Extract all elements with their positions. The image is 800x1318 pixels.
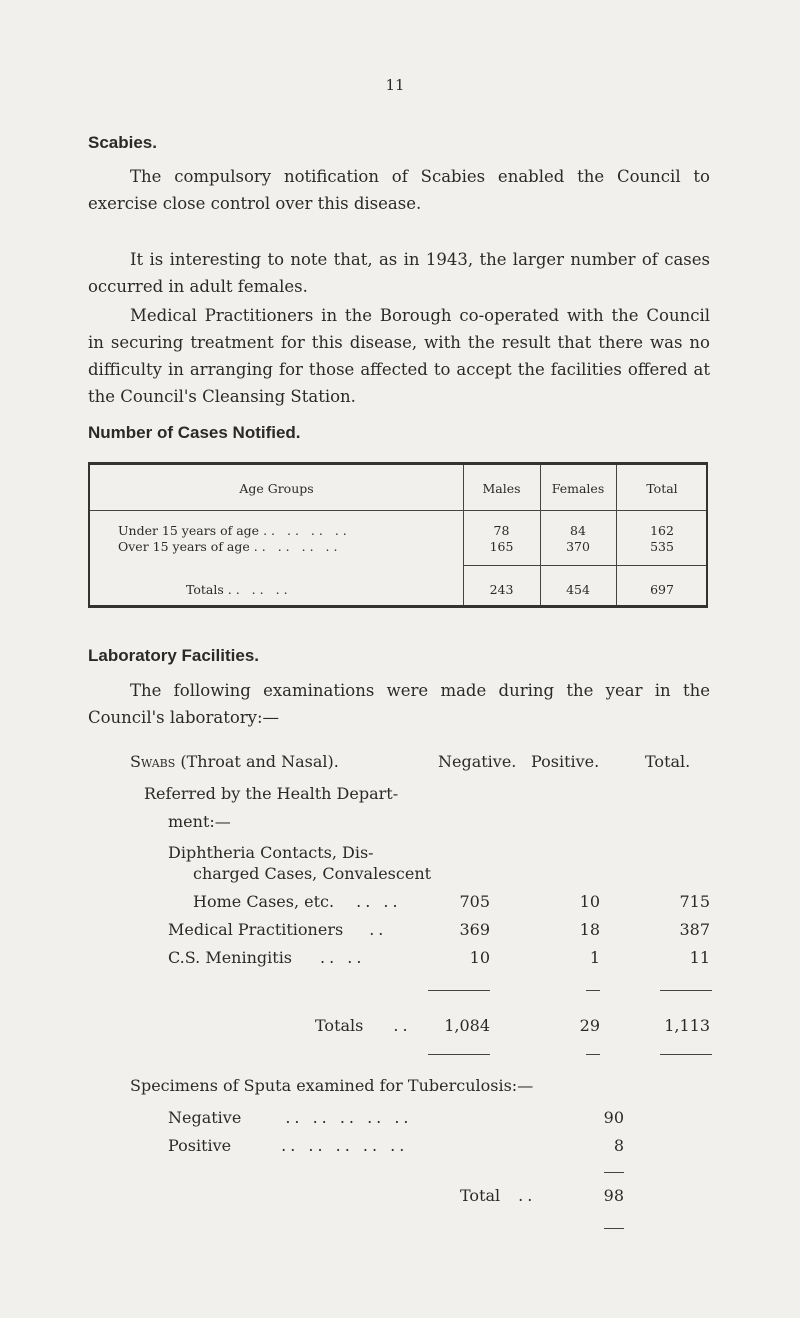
diph-line2: charged Cases, Convalescent (193, 864, 432, 883)
header-males: Males (482, 481, 521, 496)
totals-cell: 29 (579, 1016, 600, 1035)
table-cell: 78 (493, 523, 510, 538)
sum-rule (660, 990, 712, 991)
header-total: Total (646, 481, 678, 496)
laboratory-heading: Laboratory Facilities. (88, 646, 259, 665)
table-cell: 11 (689, 948, 710, 967)
table-cell: 369 (459, 920, 490, 939)
table-cell: 10 (469, 948, 490, 967)
totals-cell: 697 (650, 582, 674, 597)
paragraph-text: The compulsory notification of Scabies enabled the Council to exercise close control over this disease. (88, 167, 710, 213)
totals-cell: 1,113 (664, 1016, 710, 1035)
table-row-label: Under 15 years of age .. .. .. .. (118, 523, 351, 538)
sputa-row-label: Positive .. .. .. .. .. (168, 1136, 409, 1155)
sum-rule (586, 1054, 600, 1055)
referred-line2: ment:— (168, 812, 231, 831)
totals-label: Totals .. .. .. (186, 582, 292, 597)
row-label: C.S. Meningitis .. .. (168, 948, 366, 967)
sum-rule (428, 990, 490, 991)
sum-rule (586, 990, 600, 991)
sputa-value: 90 (603, 1108, 624, 1127)
page-number: 11 (385, 76, 405, 94)
table-cell: 535 (650, 539, 674, 554)
table-cell: 387 (679, 920, 710, 939)
sum-rule (428, 1054, 490, 1055)
table-cell: 18 (579, 920, 600, 939)
col-total: Total. (645, 752, 691, 771)
sum-rule (604, 1172, 624, 1173)
cases-table-heading: Number of Cases Notified. (88, 423, 301, 442)
row-label: Medical Practitioners .. (168, 920, 388, 939)
paragraph-text: It is interesting to note that, as in 1943, the larger number of cases occurred in adult females. (88, 250, 710, 296)
table-cell: 715 (679, 892, 710, 911)
col-positive: Positive. (531, 752, 600, 771)
totals-cell: 454 (566, 582, 590, 597)
table-cell: 162 (650, 523, 674, 538)
table-cell: 10 (579, 892, 600, 911)
sputa-heading: Specimens of Sputa examined for Tuberculosis:— (130, 1076, 534, 1095)
totals-cell: 1,084 (444, 1016, 490, 1035)
sum-rule (604, 1228, 624, 1229)
referred-line1: Referred by the Health Depart- (144, 784, 399, 803)
col-negative: Negative. (438, 752, 517, 771)
table-cell: 705 (459, 892, 490, 911)
table-cell: 84 (570, 523, 586, 538)
swabs-label: Swabs (Throat and Nasal). (130, 752, 339, 771)
header-females: Females (551, 481, 605, 496)
sputa-total-value: 98 (603, 1186, 624, 1205)
sum-rule (660, 1054, 712, 1055)
table-cell: 370 (566, 539, 590, 554)
table-cell: 1 (589, 948, 600, 967)
diph-line1: Diphtheria Contacts, Dis- (168, 843, 374, 862)
totals-cell: 243 (489, 582, 514, 597)
paragraph-text: The following examinations were made during the year in the Council's laboratory:— (88, 681, 710, 727)
sputa-value: 8 (613, 1136, 624, 1155)
table-cell: 165 (489, 539, 514, 554)
sputa-total-label: Total .. (460, 1186, 537, 1205)
diph-line3: Home Cases, etc. .. .. (193, 892, 402, 911)
sputa-row-label: Negative .. .. .. .. .. (168, 1108, 413, 1127)
header-age-groups: Age Groups (239, 481, 314, 496)
scabies-heading: Scabies. (88, 133, 157, 152)
totals-label: Totals .. (315, 1016, 412, 1035)
table-row-label: Over 15 years of age .. .. .. .. (118, 539, 342, 554)
paragraph-text: Medical Practitioners in the Borough co-operated with the Council in securing treatment for this disease, with the result that there was no difficulty in arranging for those affected to accept the facilities offered at the Council's Cleansing Station. (88, 306, 710, 406)
